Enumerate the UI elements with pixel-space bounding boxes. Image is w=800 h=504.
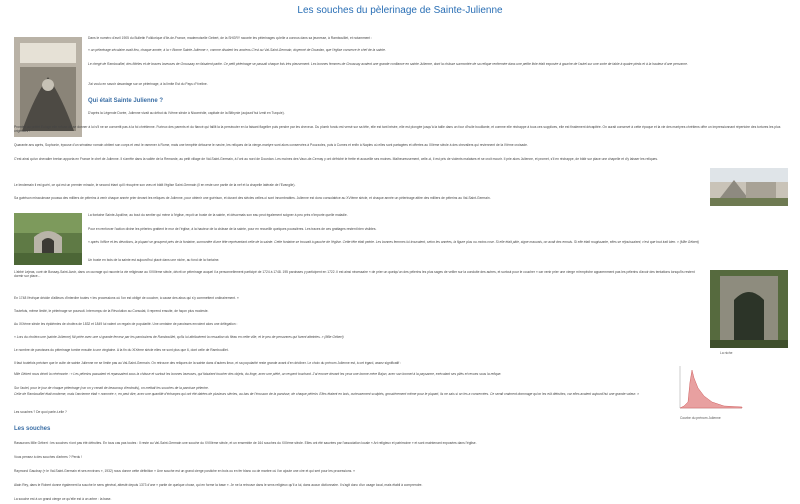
- bulletin-cover-image: [14, 37, 82, 137]
- section-heading-souches: Les souches: [14, 426, 51, 432]
- parishes-line: Le nombre de paroisses du pèlerinage tombe ensuite à une vingtaine. A la fin du XIXème siècle elles ne sont plus que 6, dont celle de Rambouillet.: [14, 348, 229, 352]
- souches-question: Les souches ? De quoi parle-t-elle ?: [14, 410, 67, 414]
- souches-rassurons: Rassurons Mlle Gébert : les souches n'ont pas été détruites. En tous cas pas toutes : Il reste au Val-Saint-Germain une souche du XVIIIème siècle, et un ensemble de 164 souches du XIXème siècle. Elles ont été sauvées par l'association locale « Art religieux et patrimoine » et sont maintenant exposées dans l'église.: [14, 441, 477, 445]
- intro-quote-line: « un pèlerinage séculaire avait lieu, chaque année, à la « Bonne Sainte-Julienne », comme disaient les anciens.C'est au Val-Saint-Germain, doyenné de Dourdan, que l'église conserve le chef de la sainte.: [88, 48, 386, 52]
- fountain-line-2: Pour en renforcer l'action divine les pèlerins grattent le mur de l'église, à la hauteur de la châsse de la sainte, pour en recueillir quelques poussières. Les traces de ces grattages restent bien visibles.: [88, 227, 377, 231]
- cult-line: Il faut toutefois préciser que le culte de sainte Julienne ne se limite pas au Val-Saint-Germain. On retrouve des reliques de la sainte dans d'autres lieux, et sa popularité reste grande avant d'en décliner. Le choix du prénom Julienne est, à cet égard, assez significatif :: [14, 361, 401, 365]
- niche-image: [710, 270, 788, 348]
- souches-base: La souche est à un grand cierge ce qu'elle est à un arbre : la base.: [14, 497, 112, 501]
- name-frequency-chart: [676, 362, 744, 414]
- intro-clergy-paragraph: Le clergé de Rambouillet, des fidèles et de braves laveuses de Grousaay en faisaient partie. Ce petit pèlerinage se passait chaque fois très pieusement. Les bonnes femmes de Groussay avaient une grande confiance en sainte Julienne, dont la châsse surmontée de sa relique renfermée dans une petite fiole était exposée à gauche de l'autel sur une sorte de table à quatre pieds et à la hauteur d'une personne.: [88, 62, 688, 66]
- legend-line: D'après la Légende Dorée, Julienne vivait au début du IVème siècle à Nicomédie, capitale de la Bithynie (aujourd'hui Izmit en Turquie).: [88, 111, 285, 115]
- ceremony-quote-1: Mlle Gébert nous décrit la cérémonie : « Les pèlerins passaient et repassaient sous la châsse et surtout les bonnes laveuses, qui faisaient toucher des objets, du linge, avec une piété, un respect touchant. J'ai encore devant les yeux une bonne mère Bajon, avec son bonnet à la paysanne, exécutant ses pliés et revues sous la relique.: [14, 372, 502, 376]
- name-frequency-graphic: [676, 362, 744, 414]
- lejeas-paragraph: L'abbé Lejeas, curé de Bossay-Saint-Avoir, dans un ouvrage qui raconte la vie religieuse au XVIIIème siècle, décrit ce pèlerinage auquel il a personnellement participé de 1724 à 1748. 195 paroisses y participent en 1722. Il est ainsi nécessaire « de prier un quelqu'un des pèlerins les plus sages de veiller sur la conduite des autres, et surtout pour le coucher » car venir prier une vierge m'empêche apparemment pas les pèlerins d'avoir des tentations lorsqu'ils restent dormir sur place...: [14, 270, 695, 278]
- intro-line-1: Dans le numéro d'avril 1905 du Bulletin Folklorique d'Ile-de-France, mademoiselle Gebert, de la SHGRY raconte les pèlerinages qu'elle a connus dans sa jeunesse, à Rambouillet, et notamment :: [88, 36, 372, 40]
- fountain-image: [14, 213, 82, 265]
- church-graphic: [710, 168, 788, 206]
- fountain-line-1: La fontaine Sainte-Apolline, au bout du sentier qui mène à l'église, reçoit un buste de la sainte, et désormais son eau peut également soigner à peu près n'importe quelle maladie.: [88, 213, 348, 217]
- fountain-line-4: Un buste en bois de la sainte est aujourd'hui placé dans une niche, au fond de la fontaine.: [88, 258, 220, 262]
- niche-graphic: [710, 270, 788, 348]
- souches-perdu: Vous pensez à des souches d'arbres ? Perdu !: [14, 455, 83, 459]
- souches-gaudray: Raymond Gaudray (« le Val-Saint-Germain et ses environs », 1932) nous donne cette définition « Une souche est un grand cierge postiche en bois ou en fer blanc ou de marbre où l'on ajoute une cire et qui sert pour les processions. »: [14, 469, 355, 473]
- martyr-paragraph: Promise au préfet Euloge elle refuse de se donner à lui s'il ne se convertit pas à la foi chrétienne. Furieux des parents et du fiancé qui faillit la la persécuter en la faisant flageller puis pendre par les cheveux. Du plomb fondu est versé sur sa tête, elle est tant brisée, elle est plongée jusqu'à la taille dans un four d'huile bouillante, et comme elle réchappe à tous ces supplices, elle est finalement décapitée. On aurait conservé à cette époque et la vie des martyres chrétiens offre un impressionnant répertoire des tortures les plus originales !: [14, 125, 781, 133]
- fountain-graphic: [14, 213, 82, 265]
- niche-caption: La niche: [720, 351, 733, 355]
- relics-paragraph: Quarante ans après, Sophonie, épouse d'un sénateur romain obtient son corps et veut le ramener à Rome, mais une tempête détourne le navire, les reliques de la vierge-martyre sont alors conservées à Pouzzoles, puis à Cumes et enfin à Naples où elles sont partagées et offertes au XIIème siècle à des chevaliers qui reviennent de la IVème croisade.: [14, 143, 528, 147]
- church-image: [710, 168, 788, 206]
- ceremony-quote-3: Celle de Rambouillet était moderne, mais l'ancienne était « nommée », en peut dire, avec une quantité d'écharpes qui ont été datées de plusieurs siècles, au bas de l'écusson de la paroisse, de chaque pèlerin. Elles étaient en bois, curieusement sculptés, grossièrement même pour le plupart, ils ne sais si on les a conservées. Ce serait vraiment dommage qu'on les eût détruites, car elles avaient aujourd'hui une grande valeur. »: [14, 392, 640, 396]
- fountain-quote: « après l'office et les dévotions, la plupart se groupent près de la fontaine, surmontée d'une tête représentant celle de la sainte. Cette fontaine se trouvait à gauche de l'église. Cette tête était peinte. Les bonnes femmes lui trouvaient, selon les années, la figure plus ou moins rose. Si elle était pâle, signe mauvais, on avait des ennuis. Si elle était rougissante, elles se réjouissaient, c'est que tout irait bien. » (Mlle Gébert): [88, 240, 699, 244]
- cholera-line: Au XIXème siècle les épidémies de choléra de 1832 et 1849 lui valent un regain de popularité. Une centaine de paroisses envoient alors une délégation :: [14, 322, 238, 326]
- souches-rey: Alain Rey, dans le Robert donne également la souche le sens général, attesté depuis 1373 d'une « partie de quelque chose, qui en forme la base ». Je ne la retrouve dans le sens religieux qu'il a lui, dans aucun dictionnaire. Il s'agit donc d'un usage local, mais établi à comprendre.: [14, 483, 423, 487]
- bulletin-cover-graphic: [14, 37, 82, 137]
- section-heading-who: Qui était Sainte Julienne ?: [88, 98, 164, 104]
- cholera-quote: « Lors du choléra une (sainte Julienne) fût priée avec une si grande ferveur par les paroissiens de Rambouillet, qu'ils lui attribuèrent la cessation du fléau en cette ville, et le peu de personnes qui furent atteintes. » (Mlle Gébert): [14, 335, 344, 339]
- pilgrims-paragraph: Sa guérison miraculeuse poussa des milliers de pèlerins à venir chaque année prier devant les reliques de Julienne, pour obtenir une guérison, et durant des siècles celles-ci sont innombrables. Julienne est donc consolatrice au XVIème siècle, et chaque année un pèlerinage attire des milliers de pèlerins au Val-Saint-Germain.: [14, 196, 491, 200]
- ceremony-quote-2: Sur l'autel, pour le jour de chaque pèlerinage (car on y venait de beaucoup d'endroits), on mettait les souches de la paroisse pèlerine.: [14, 386, 209, 390]
- bishop-line: En 1748 l'évêque décide d'ailleurs d'interdire toutes « les processions où l'on est obligé de coucher, à cause des abus qui s'y commettent ordinairement. »: [14, 296, 239, 300]
- knight-paragraph: C'est ainsi qu'un chevalier breton apporta en France le chef de Julienne. Il s'arrête dans la vallée de la Remarde, au petit village de Val-Saint-Germain, à l'ont au nord de Dourdan. Les moines des Vaux-de-Cernay y ont défriché le frette et accueille ses moines. Malheureusement, celle-ci, il est pris de violents malaises et se croit mourir. Il prie alors Julienne, et promet, s'il en réchappe, de bâtir sur place une chapelle et d'y laisser les reliques.: [14, 157, 658, 161]
- intro-closing-line: J'ai voulu en savoir davantage sur ce pèlerinage, à la limite Est du Pays d'Yveline.: [88, 82, 208, 86]
- chart-caption: Courbe du prénom Julienne: [680, 416, 721, 420]
- revolution-line: Toutefois, même limité, le pèlerinage se poursuit. Interrompu de la Révolution au Consulat, il reprend ensuite, de façon plus modeste.: [14, 309, 209, 313]
- page-title: Les souches du pèlerinage de Sainte-Julienne: [297, 5, 503, 16]
- miracle-paragraph: Le lendemain il est guéri, ce qui est un premier miracle, le second étant qu'il récupère son vœu et bâtit l'église Saint-Germain (il en reste une partie de la nef et la chapelle latérale de l'Evangile).: [14, 183, 296, 187]
